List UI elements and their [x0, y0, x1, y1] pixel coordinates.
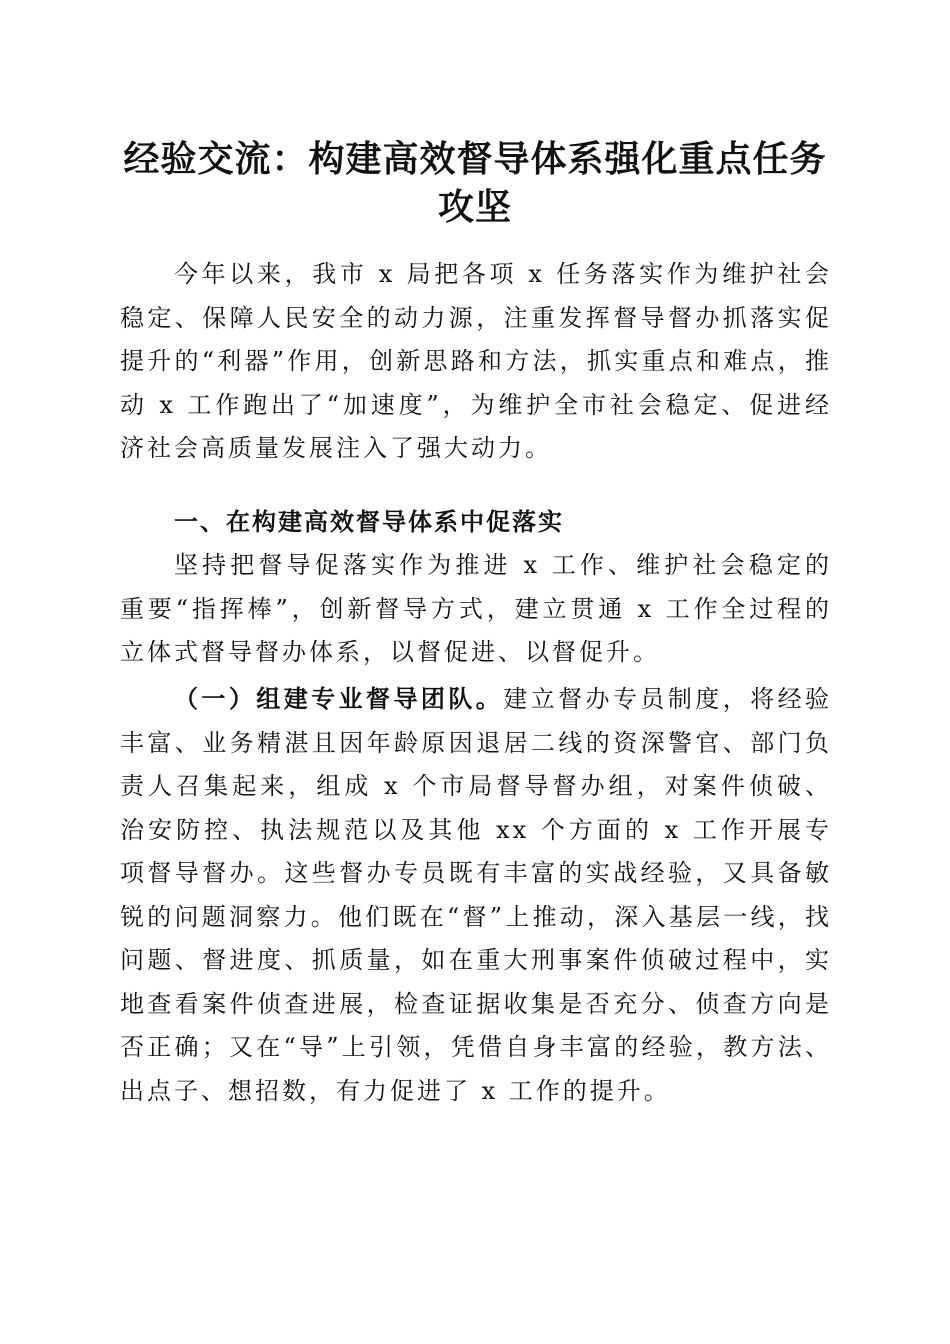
document-title: 经验交流：构建高效督导体系强化重点任务攻坚	[123, 138, 827, 228]
intro-paragraph: 今年以来，我市 x 局把各项 x 任务落实作为维护社会稳定、保障人民安全的动力源，注重发挥督导督办抓落实促提升的“利器”作用，创新思路和方法，抓实重点和难点，推动 x 工作跑出了“加速度”，为维护全市社会稳定、促进经济社会高质量发展注入了强大动力。	[120, 260, 832, 462]
subsection-1-paragraph	[120, 678, 832, 1113]
subsection-1-body: 建立督办专员制度，将经验丰富、业务精湛且因年龄原因退居二线的资深警官、部门负责人召集起来，组成 x 个市局督导督办组，对案件侦破、治安防控、执法规范以及其他 xx 个方面的 x 工作开展专项督导督办。这些督办专员既有丰富的实战经验，又具备敏锐的问题洞察力。他们既在“督”上推动，深入基层一线，找问题、督进度、抓质量，如在重大刑事案件侦破过程中，实地查看案件侦查进展，检查证据收集是否充分、侦查方向是否正确；又在“导”上引领，凭借自身丰富的经验，教方法、出点子、想招数，有力促进了 x 工作的提升。	[120, 685, 833, 1105]
subsection-heading-1: （一）组建专业督导团队。	[174, 685, 504, 713]
section-1-paragraph: 坚持把督导促落实作为推进 x 工作、维护社会稳定的重要“指挥棒”，创新督导方式，建立贯通 x 工作全过程的立体式督导督办体系，以督促进、以督促升。	[120, 551, 832, 666]
section-heading-1: 一、在构建高效督导体系中促落实	[174, 508, 564, 536]
